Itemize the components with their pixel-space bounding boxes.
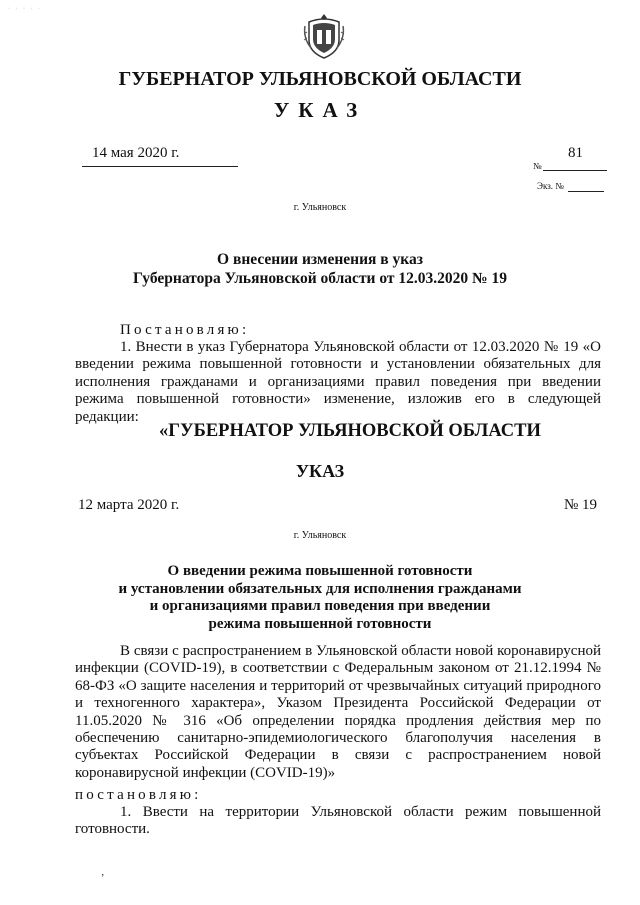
document-date: 14 мая 2020 г. [92, 145, 180, 161]
quoted-date: 12 марта 2020 г. [78, 497, 180, 513]
number-underline [543, 170, 607, 171]
document-type-title: УКАЗ [273, 98, 367, 122]
quoted-subject-line-3: и организациями правил поведения при введении [149, 598, 491, 615]
city: г. Ульяновск [293, 202, 347, 213]
quoted-postanovlyayu-text: постановляю: [75, 787, 202, 803]
coat-of-arms-emblem [303, 12, 345, 60]
quoted-document-type: УКАЗ [295, 461, 345, 481]
quoted-city: г. Ульяновск [293, 530, 347, 541]
subject-line-2: Губернатора Ульяновской области от 12.03.2020 № 19 [133, 270, 507, 287]
scan-corner-marks: · · · · · [8, 6, 42, 12]
authority-title: ГУБЕРНАТОР УЛЬЯНОВСКОЙ ОБЛАСТИ [118, 68, 522, 90]
quoted-subject-line-2: и установлении обязательных для исполнения гражданами [118, 580, 522, 597]
quoted-subject [0, 563, 640, 633]
document-number: 81 [568, 145, 583, 161]
number-sign: № [533, 161, 542, 171]
copy-number-label: Экз. № [537, 181, 564, 191]
quoted-preamble: В связи с распространением в Ульяновской области новой коронавирусной инфекции (COVID-19), в соответствии с Федеральным законом от 21.12.1994 № 68-ФЗ «О защите населения и территорий от чрезвычайных ситуаций природного и техногенного характера», Указом Президента Российской Федерации от 11.05.2020 № 316 «Об определении порядка продления действия мер по обеспечению санитарно-эпидемиологического благополучия населения в субъектах Российской Федерации в связи с распространением новой коронавирусной инфекции (COVID-19)» [75, 643, 601, 781]
decree-operative-word [75, 322, 601, 339]
decree-item-1: 1. Внести в указ Губернатора Ульяновской области от 12.03.2020 № 19 «О введении режима повышенной готовности и установлении обязательных для исполнения гражданами и организациями правил поведения при введении режима повышенной готовности» изменение, изложив его в следующей редакции: [75, 339, 601, 425]
quoted-number: № 19 [564, 497, 598, 513]
quoted-authority-title: «ГУБЕРНАТОР УЛЬЯНОВСКОЙ ОБЛАСТИ [159, 421, 541, 441]
document-subject [0, 250, 640, 288]
subject-line-1: О внесении изменения в указ [217, 251, 423, 268]
quoted-item-1: 1. Ввести на территории Ульяновской области режим повышенной готовности. [75, 804, 601, 838]
quoted-subject-line-4: режима повышенной готовности [208, 615, 432, 632]
postanovlyayu-text: Постановляю: [120, 322, 250, 338]
stray-mark: ’ [101, 873, 105, 884]
date-underline [82, 166, 238, 167]
copy-number-underline [568, 191, 604, 192]
quoted-operative-word [75, 787, 601, 804]
quoted-subject-line-1: О введении режима повышенной готовности [167, 563, 473, 579]
